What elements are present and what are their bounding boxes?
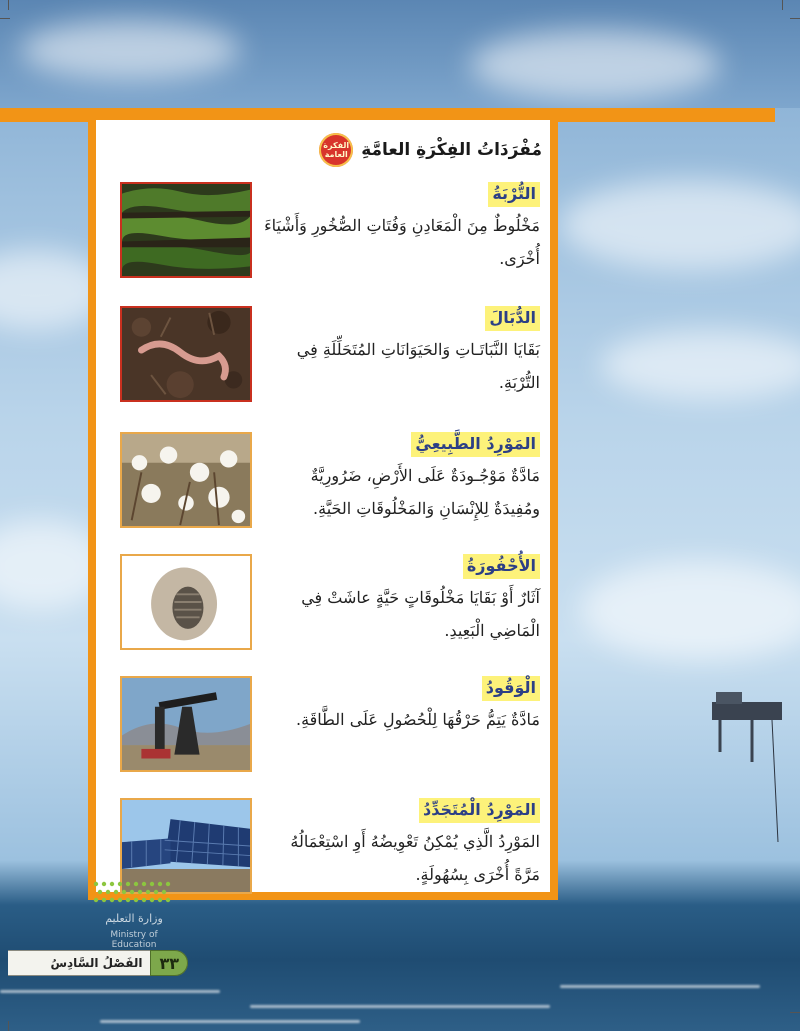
wave-foam (0, 990, 220, 993)
ministry-of-education-logo (88, 878, 180, 950)
wave-foam (100, 1020, 360, 1023)
oil-rig-icon (712, 692, 782, 842)
vocabulary-card-body (96, 120, 550, 892)
vocab-entry (120, 182, 540, 282)
badge-line: الفكرة (323, 141, 350, 150)
vocab-term: الأُحْفُورَةُ (463, 554, 540, 579)
vocab-text (262, 306, 540, 399)
vocab-term: المَوْرِدُ الطَّبِيعِيُّ (411, 432, 540, 457)
chapter-label: الفَصْلُ السَّادِسُ (50, 956, 143, 970)
vocab-text (262, 432, 540, 525)
page-footer-tab (8, 950, 188, 976)
ministry-english-name: Ministry of Education (110, 930, 158, 950)
ministry-arabic-name: وزارة التعليم (105, 912, 163, 925)
vocab-entry (120, 798, 540, 898)
cloud (560, 180, 800, 270)
vocab-definition: مَادَّةٌ يَتِمُّ حَرْقُهَا لِلْحُصُولِ عَلَى الطَّاقَةِ. (295, 710, 540, 729)
oil-pump-jack-image (120, 676, 252, 772)
card-title: مُفْرَدَاتُ الفِكْرَةِ العامَّةِ (361, 140, 542, 160)
vocab-text (262, 798, 540, 891)
vocab-term: الْوَقُودُ (482, 676, 540, 701)
vocab-entry (120, 432, 540, 532)
vocab-definition: آثَارٌ أَوْ بَقَايَا مَخْلُوقَاتٍ حَيَّةٍ عاشَتْ فِي الْمَاضِي الْبَعِيدِ. (301, 588, 540, 640)
ministry-dots-icon (88, 878, 180, 910)
cotton-plant-image (120, 432, 252, 528)
cloud (20, 20, 240, 80)
crop-mark (8, 1021, 9, 1031)
crop-mark (8, 0, 9, 10)
cloud (580, 560, 800, 660)
crop-mark (782, 0, 783, 10)
trilobite-fossil-image (120, 554, 252, 650)
vocab-text (262, 676, 540, 736)
cloud (600, 330, 800, 400)
vocab-definition: مَادَّةٌ مَوْجُـودَةٌ عَلَى الأَرْضِ، ضَرُورِيَّةٌ ومُفِيدَةٌ لِلإِنْسَانِ وَالمَخْلُوقَاتِ الحَيَّةِ. (310, 466, 540, 518)
earthworm-soil-image (120, 306, 252, 402)
crop-mark (790, 18, 800, 19)
crop-mark (790, 1012, 800, 1013)
crop-mark (0, 18, 10, 19)
big-idea-badge (319, 133, 353, 167)
vocab-term: الدُّبَالَ (485, 306, 540, 331)
vocab-entry (120, 676, 540, 776)
card-header (319, 132, 542, 168)
crops-field-image (120, 182, 252, 278)
badge-line: العامة (324, 150, 348, 159)
vocab-entry (120, 306, 540, 406)
vocab-definition: مَخْلُوطٌ مِنَ الْمَعَادِنِ وَفُتَاتِ الصُّخُورِ وَأَشْيَاءَ أُخْرَى. (264, 216, 540, 268)
wave-foam (250, 1005, 550, 1008)
vocabulary-card (88, 112, 558, 900)
vocab-term: المَوْرِدُ الْمُتَجَدِّدُ (419, 798, 540, 823)
vocab-definition: بَقَايَا النَّبَاتَـاتِ وَالحَيَوَانَاتِ المُتَحَلِّلَةِ فِي التُّرْبَةِ. (296, 340, 540, 392)
page-number: ٣٣ (150, 950, 188, 976)
vocab-term: التُّرْبَةُ (488, 182, 540, 207)
vocab-entry (120, 554, 540, 654)
wave-foam (560, 985, 760, 988)
cloud (470, 30, 720, 100)
vocab-text (262, 554, 540, 647)
vocab-text (262, 182, 540, 275)
vocab-definition: المَوْرِدُ الَّذِي يُمْكِنُ تَعْوِيضُهُ أَوِ اسْتِعْمَالُهُ مَرَّةً أُخْرَى بِسُهُولَةٍ. (290, 832, 540, 884)
